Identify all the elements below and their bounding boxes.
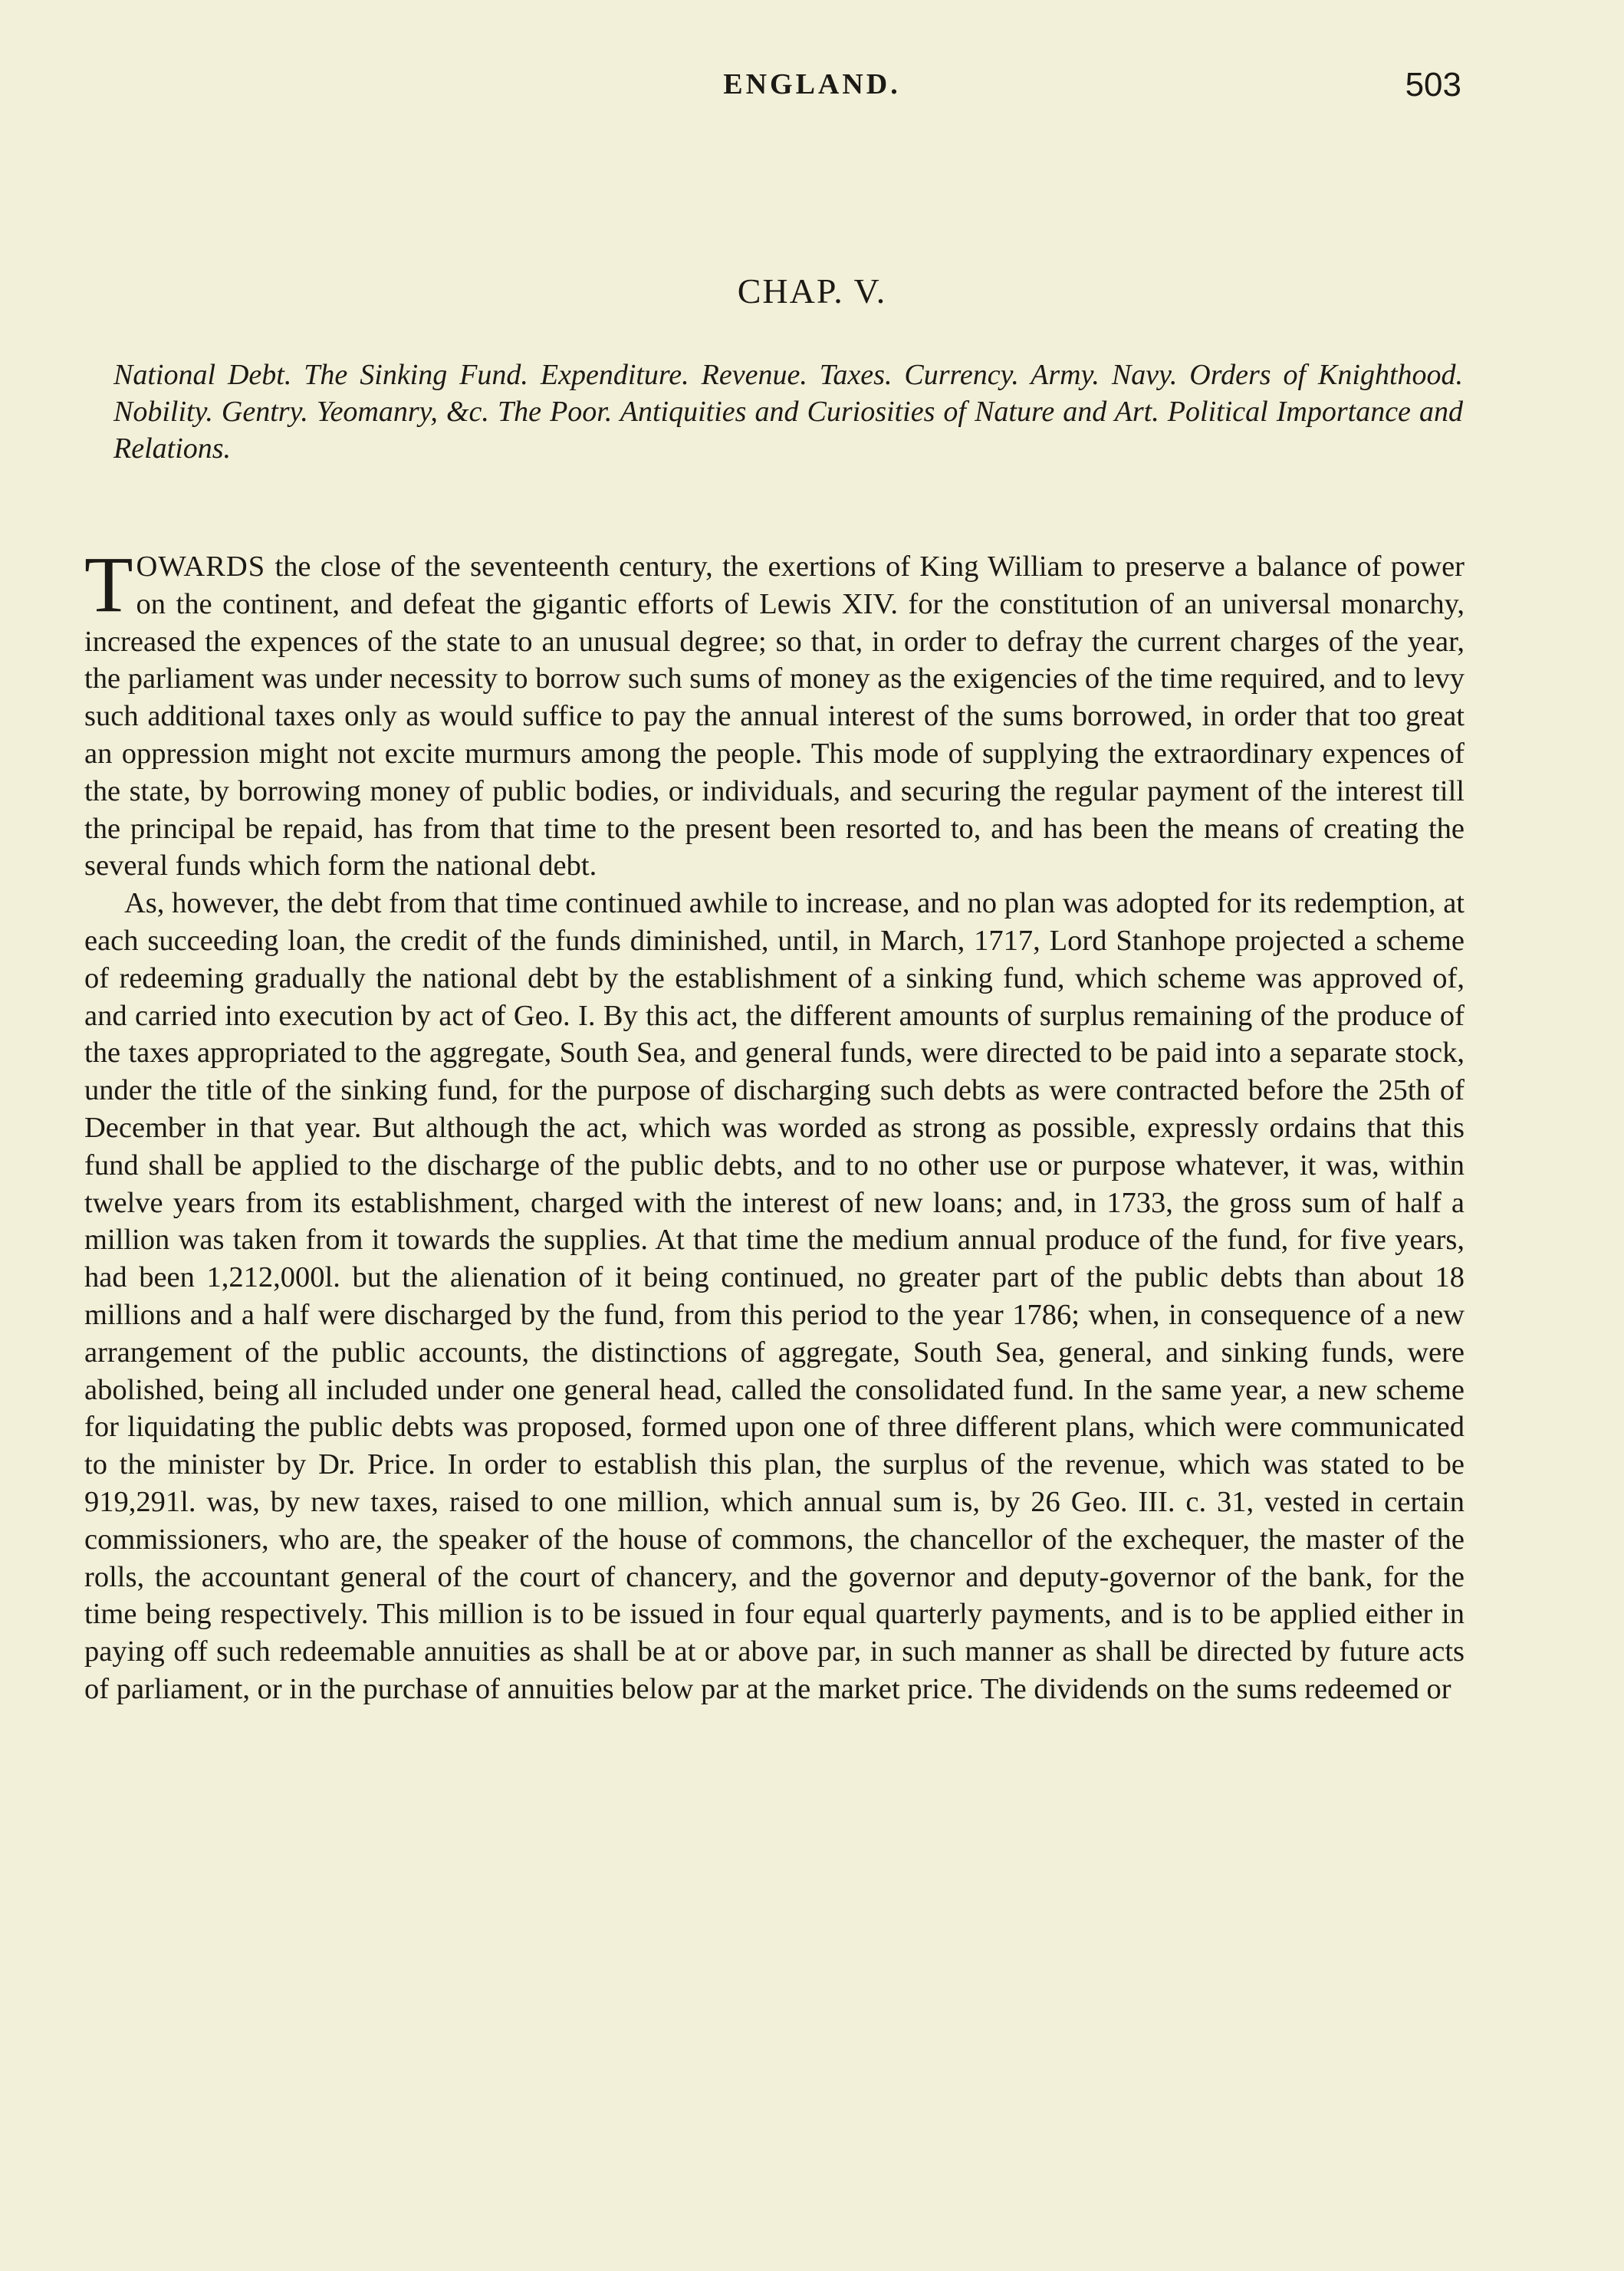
paragraph-2: As, however, the debt from that time continued awhile to increase, and no plan was adopted for its redemption, at each succeeding loan, the credit of the funds diminished, until, in March, 1717, Lord Stanhope projected a scheme of redeeming gradually the national debt by the establishment of a sinking fund, which scheme was approved of, and carried into execution by act of Geo. I. By this act, the different amounts of surplus remaining of the produce of the taxes appropriated to the aggregate, South Sea, and general funds, were directed to be paid into a separate stock, under the title of the sinking fund, for the purpose of discharging such debts as were contracted before the 25th of December in that year. But although the act, which was worded as strong as possible, expressly ordains that this fund shall be applied to the discharge of the public debts, and to no other use or purpose whatever, it was, within twelve years from its establishment, charged with the interest of new loans; and, in 1733, the gross sum of half a million was taken from it towards the supplies. At that time the medium annual produce of the fund, for five years, had been 1,212,000l. but the alienation of it being continued, no greater part of the public debts than about 18 millions and a half were discharged by the fund, from this period to the year 1786; when, in consequence of a new arrangement of the public accounts, the distinctions of aggregate, South Sea, general, and sinking funds, were abolished, being all included under one general head, called the consolidated fund. In the same year, a new scheme for liquidating the public debts was proposed, formed upon one of three different plans, which were communicated to the minister by Dr. Price. In order to establish this plan, the surplus of the revenue, which was stated to be 919,291l. was, by new taxes, raised to one million, which annual sum is, by 26 Geo. III. c. 31, vested in certain commissioners, who are, the speaker of the house of commons, the chancellor of the exchequer, the master of the rolls, the accountant general of the court of chancery, and the governor and deputy-governor of the bank, for the time being respectively. This million is to be issued in four equal quarterly payments, and is to be applied either in paying off such redeemable annuities as shall be at or above par, in such manner as shall be directed by future acts of parliament, or in the purchase of annuities below par at the market price. The dividends on the sums redeemed or [84, 887, 1465, 1705]
lead-caps: OWARDS [136, 550, 266, 583]
running-head [0, 67, 1624, 113]
page-number: 503 [1405, 66, 1461, 104]
paragraph-1 [84, 541, 1465, 885]
body-text [84, 541, 1465, 1708]
running-title: ENGLAND. [723, 68, 901, 100]
chapter-summary [113, 357, 1463, 467]
paragraph-1-text: the close of the seventeenth century, the exertions of King William to preserve a balance of power on the continent, and defeat the gigantic efforts of Lewis XIV. for the constitution of an universal monarchy, increased the expences of the state to an unusual degree; so that, in order to defray the current charges of the year, the parliament was under necessity to borrow such sums of money as the exigencies of the time required, and to levy such additional taxes only as would suffice to pay the annual interest of the sums borrowed, in order that too great an oppression might not excite murmurs among the people. This mode of supplying the extraordinary expences of the state, by borrowing money of public bodies, or individuals, and securing the regular payment of the interest till the principal be repaid, has from that time to the present been resorted to, and has been the means of creating the several funds which form the national debt. [84, 550, 1465, 882]
chapter-title: CHAP. V. [737, 271, 887, 311]
drop-cap: T [84, 541, 133, 629]
chapter-summary-text: National Debt. The Sinking Fund. Expenditure. Revenue. Taxes. Currency. Army. Navy. Orders of Knighthood. Nobility. Gentry. Yeomanry, &c. The Poor. Antiquities and Curiosities of Nature and Art. Political Importance and Relations. [113, 359, 1463, 465]
